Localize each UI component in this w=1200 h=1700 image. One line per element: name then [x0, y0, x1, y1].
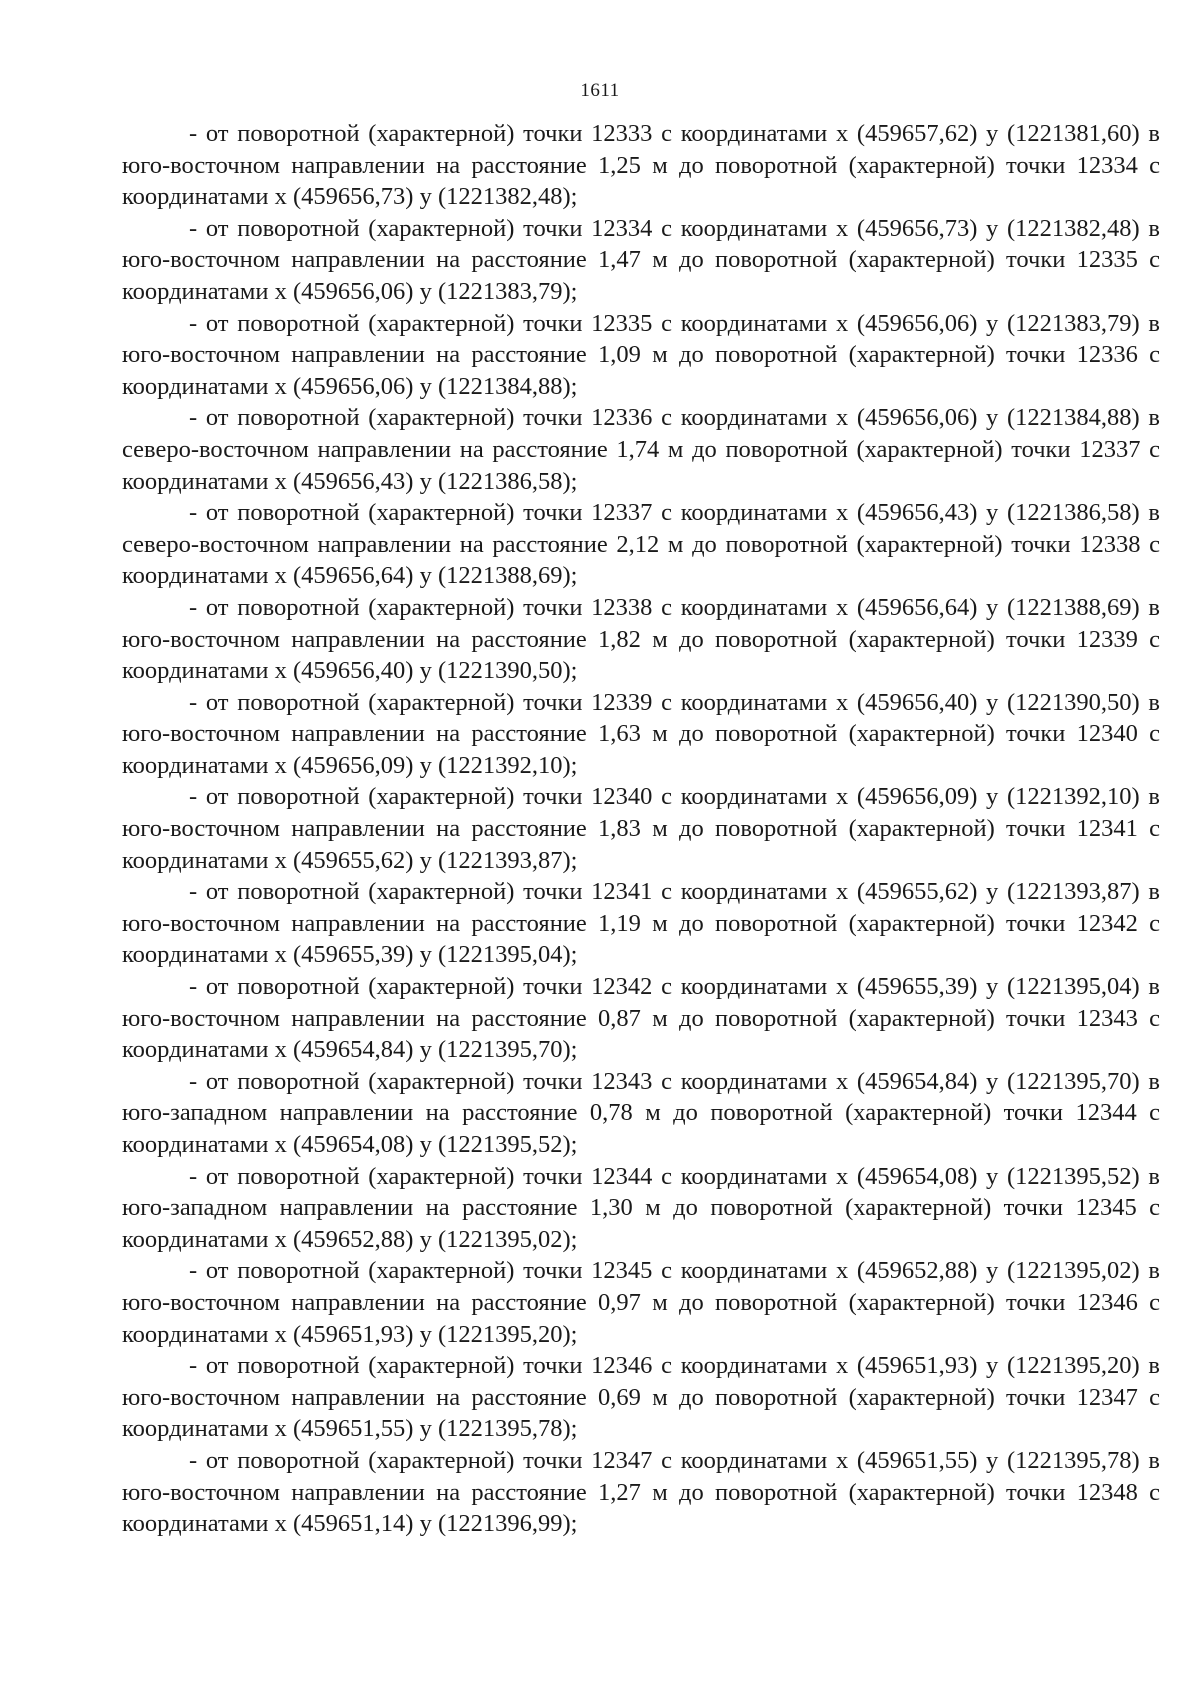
boundary-paragraph: - от поворотной (характерной) точки 12345 с координатами x (459652,88) y (1221395,02) в юго-восточном направлении на расстояние 0,97 м до поворотной (характерной) точки 12346 с координатами x (459651,93) y (1221395,20); [122, 1257, 1160, 1348]
boundary-paragraph: - от поворотной (характерной) точки 12342 с координатами x (459655,39) y (1221395,04) в юго-восточном направлении на расстояние 0,87 м до поворотной (характерной) точки 12343 с координатами x (459654,84) y (1221395,70); [122, 973, 1160, 1064]
boundary-paragraph: - от поворотной (характерной) точки 12336 с координатами x (459656,06) y (1221384,88) в северо-восточном направлении на расстояние 1,74 м до поворотной (характерной) точки 12337 с координатами x (459656,43) y (1221386,58); [122, 404, 1160, 495]
boundary-paragraph: - от поворотной (характерной) точки 12335 с координатами x (459656,06) y (1221383,79) в юго-восточном направлении на расстояние 1,09 м до поворотной (характерной) точки 12336 с координатами x (459656,06) y (1221384,88); [122, 309, 1160, 400]
boundary-paragraph: - от поворотной (характерной) точки 12347 с координатами x (459651,55) y (1221395,78) в юго-восточном направлении на расстояние 1,27 м до поворотной (характерной) точки 12348 с координатами x (459651,14) y (1221396,99); [122, 1446, 1160, 1538]
boundary-paragraph: - от поворотной (характерной) точки 12343 с координатами x (459654,84) y (1221395,70) в юго-западном направлении на расстояние 0,78 м до поворотной (характерной) точки 12344 с координатами x (459654,08) y (1221395,52); [122, 1067, 1160, 1158]
boundary-paragraph: - от поворотной (характерной) точки 12338 с координатами x (459656,64) y (1221388,69) в юго-восточном направлении на расстояние 1,82 м до поворотной (характерной) точки 12339 с координатами x (459656,40) y (1221390,50); [122, 593, 1160, 685]
boundary-paragraph: - от поворотной (характерной) точки 12346 с координатами x (459651,93) y (1221395,20) в юго-восточном направлении на расстояние 0,69 м до поворотной (характерной) точки 12347 с координатами x (459651,55) y (1221395,78); [122, 1352, 1160, 1443]
boundary-paragraph: - от поворотной (характерной) точки 12334 с координатами x (459656,73) y (1221382,48) в юго-восточном направлении на расстояние 1,47 м до поворотной (характерной) точки 12335 с координатами x (459656,06) y (1221383,79); [122, 214, 1160, 305]
boundary-paragraph: - от поворотной (характерной) точки 12337 с координатами x (459656,43) y (1221386,58) в северо-восточном направлении на расстояние 2,12 м до поворотной (характерной) точки 12338 с координатами x (459656,64) y (1221388,69); [122, 499, 1160, 590]
page-number: 1611 [580, 80, 620, 101]
boundary-paragraph: - от поворотной (характерной) точки 12340 с координатами x (459656,09) y (1221392,10) в юго-восточном направлении на расстояние 1,83 м до поворотной (характерной) точки 12341 с координатами x (459655,62) y (1221393,87); [122, 783, 1160, 874]
boundary-paragraph: - от поворотной (характерной) точки 12341 с координатами x (459655,62) y (1221393,87) в юго-восточном направлении на расстояние 1,19 м до поворотной (характерной) точки 12342 с координатами x (459655,39) y (1221395,04); [122, 878, 1160, 969]
boundary-paragraph: - от поворотной (характерной) точки 12344 с координатами x (459654,08) y (1221395,52) в юго-западном направлении на расстояние 1,30 м до поворотной (характерной) точки 12345 с координатами x (459652,88) y (1221395,02); [122, 1162, 1160, 1253]
boundary-paragraph: - от поворотной (характерной) точки 12333 с координатами x (459657,62) y (1221381,60) в юго-восточном направлении на расстояние 1,25 м до поворотной (характерной) точки 12334 с координатами x (459656,73) y (1221382,48); [122, 120, 1160, 211]
document-body [122, 118, 1160, 1540]
boundary-paragraph: - от поворотной (характерной) точки 12339 с координатами x (459656,40) y (1221390,50) в юго-восточном направлении на расстояние 1,63 м до поворотной (характерной) точки 12340 с координатами x (459656,09) y (1221392,10); [122, 688, 1160, 779]
